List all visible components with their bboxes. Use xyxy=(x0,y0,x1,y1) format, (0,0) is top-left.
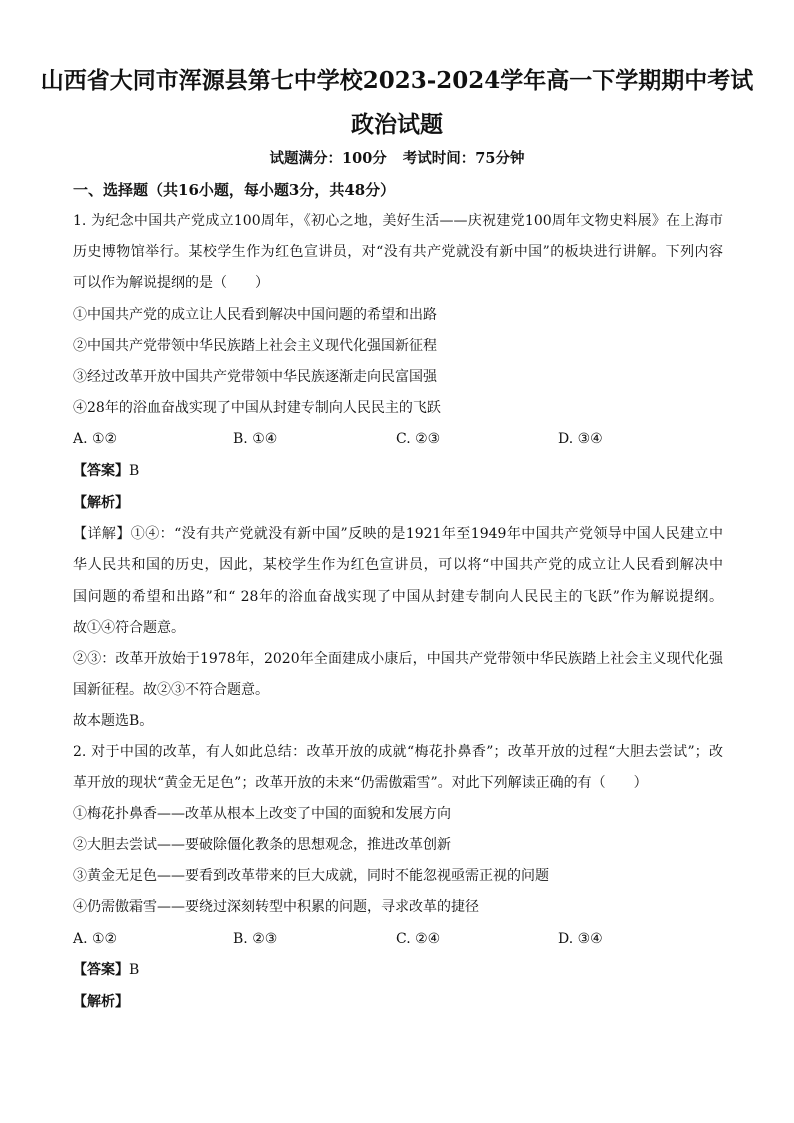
q1-analysis-label: 【解析】 xyxy=(73,495,129,511)
q2-statement: ④仍需傲霜雪——要绕过深刻转型中积累的问题，寻求改革的捷径 xyxy=(73,899,479,915)
q1-stem-line: 可以作为解说提纲的是（ ） xyxy=(73,275,269,291)
exam-subject-title: 政治试题 xyxy=(351,111,443,138)
q1-detail-line: 【详解】①④：“没有共产党就没有新中国”反映的是1921年至1949年中国共产党领导中国人民建立中 xyxy=(73,526,723,542)
q1-stem-line: 历史博物馆举行。某校学生作为红色宣讲员，对“没有共产党就没有新中国”的板块进行讲解。下列内容 xyxy=(73,244,723,260)
q1-detail-line: 华人民共和国的历史，因此，某校学生作为红色宣讲员，可以将“中国共产党的成立让人民看到解决中 xyxy=(73,557,723,573)
q1-detail-line: ②③：改革开放始于1978年，2020年全面建成小康后，中国共产党带领中华民族踏上社会主义现代化强 xyxy=(73,651,723,667)
q2-statement: ①梅花扑鼻香——改革从根本上改变了中国的面貌和发展方向 xyxy=(73,806,451,822)
q1-option-d: D. ③④ xyxy=(558,431,603,447)
q2-stem-line: 2. 对于中国的改革，有人如此总结：改革开放的成就“梅花扑鼻香”；改革开放的过程“大胆去尝试”；改 xyxy=(73,744,723,760)
answer-label: 【答案】 xyxy=(73,463,129,479)
q1-option-b: B. ①④ xyxy=(233,431,278,447)
q1-statement: ①中国共产党的成立让人民看到解决中国问题的希望和出路 xyxy=(73,307,437,323)
answer-value: B xyxy=(129,463,140,479)
q2-analysis-label: 【解析】 xyxy=(73,994,129,1010)
q1-answer xyxy=(73,460,139,482)
exam-score: 试题满分：100分 xyxy=(269,150,387,167)
q1-option-c: C. ②③ xyxy=(396,431,441,447)
answer-value: B xyxy=(129,962,140,978)
q2-option-b: B. ②③ xyxy=(233,931,278,947)
answer-label: 【答案】 xyxy=(73,962,129,978)
exam-title: 山西省大同市浑源县第七中学校2023-2024学年高一下学期期中考试 xyxy=(40,67,754,94)
q1-stem-line: 1. 为纪念中国共产党成立100周年，《初心之地，美好生活——庆祝建党100周年文物史料展》在上海市 xyxy=(73,213,723,229)
q2-option-c: C. ②④ xyxy=(396,931,441,947)
q2-statement: ③黄金无足色——要看到改革带来的巨大成就，同时不能忽视亟需正视的问题 xyxy=(73,868,549,884)
exam-time: 考试时间：75分钟 xyxy=(402,150,525,167)
q1-option-a: A. ①② xyxy=(73,431,118,447)
q1-detail-line: 故①④符合题意。 xyxy=(73,620,185,636)
q1-detail-line: 国新征程。故②③不符合题意。 xyxy=(73,682,269,698)
q1-detail-line: 国问题的希望和出路”和“ 28年的浴血奋战实现了中国从封建专制向人民民主的飞跃”作为解说提纲。 xyxy=(73,589,723,605)
q2-answer xyxy=(73,959,139,981)
q1-detail-line: 故本题选B。 xyxy=(73,713,154,729)
q1-statement: ③经过改革开放中国共产党带领中华民族逐渐走向民富国强 xyxy=(73,369,437,385)
exam-meta xyxy=(0,148,794,170)
q2-option-d: D. ③④ xyxy=(558,931,603,947)
q2-statement: ②大胆去尝试——要破除僵化教条的思想观念，推进改革创新 xyxy=(73,837,451,853)
q1-statement: ④28年的浴血奋战实现了中国从封建专制向人民民主的飞跃 xyxy=(73,400,441,416)
section-title: 一、选择题（共16小题，每小题3分，共48分） xyxy=(73,181,396,199)
q1-statement: ②中国共产党带领中华民族踏上社会主义现代化强国新征程 xyxy=(73,338,437,354)
q2-stem-line: 革开放的现状“黄金无足色”；改革开放的未来“仍需傲霜雪”。对此下列解读正确的有（ ） xyxy=(73,775,648,791)
q2-option-a: A. ①② xyxy=(73,931,118,947)
